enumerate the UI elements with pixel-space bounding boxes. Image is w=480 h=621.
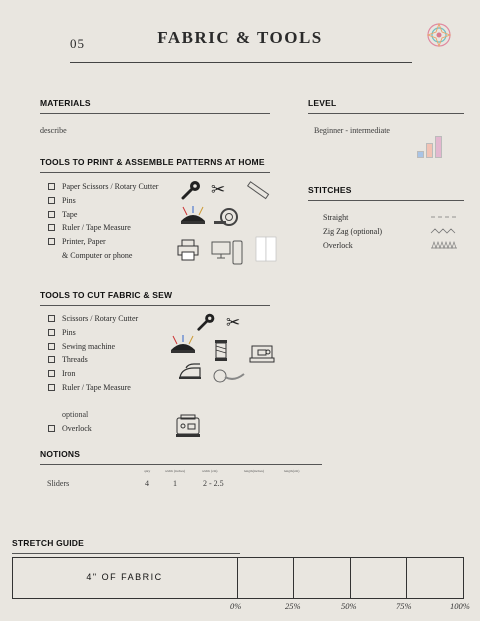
stitch-row-zigzag [323, 224, 458, 238]
checklist-item[interactable] [48, 339, 168, 353]
tools-cut-list [48, 312, 168, 394]
thread-icon [210, 338, 232, 364]
item-label: Sewing machine [62, 341, 116, 351]
printer-icon [176, 238, 200, 262]
stretch-marker [293, 557, 294, 599]
tools-cut-divider [40, 305, 270, 306]
checklist-item[interactable] [48, 221, 178, 235]
checkbox[interactable] [48, 384, 55, 391]
page-title: FABRIC & TOOLS [157, 28, 323, 47]
materials-divider [40, 113, 270, 114]
checklist-item[interactable] [48, 380, 168, 394]
level-bar [435, 136, 442, 158]
item-label: Overlock [62, 424, 92, 434]
stitches-divider [308, 200, 464, 201]
item-label: Tape [62, 209, 78, 219]
optional-list [48, 422, 168, 436]
level-divider [308, 113, 464, 114]
optional-label: optional [62, 410, 89, 419]
notion-name: Sliders [47, 479, 70, 488]
tools-cut-heading: TOOLS TO CUT FABRIC & SEW [40, 290, 173, 300]
checklist-item[interactable] [48, 194, 178, 208]
scissors-icon: ✂ [211, 180, 226, 199]
stitches-list [323, 210, 458, 252]
checkbox[interactable] [48, 356, 55, 363]
stitches-heading: STITCHES [308, 185, 352, 195]
checklist-item[interactable] [48, 180, 178, 194]
tools-print-divider [40, 172, 270, 173]
iron-icon [176, 362, 204, 382]
stretch-guide-heading: STRETCH GUIDE [12, 538, 85, 548]
notion-width-cm: 2 - 2.5 [203, 479, 224, 488]
pincushion-icon [178, 205, 208, 227]
item-label: Printer, Paper [62, 237, 106, 247]
level-bar [417, 151, 424, 158]
checkbox[interactable] [48, 425, 55, 432]
level-heading: LEVEL [308, 98, 337, 108]
checkbox[interactable] [48, 197, 55, 204]
overlock-stitch-icon [430, 241, 458, 249]
tools-print-heading: TOOLS TO PRINT & ASSEMBLE PATTERNS AT HOME [40, 157, 265, 167]
scissors-icon: ✂ [226, 313, 241, 332]
checkbox[interactable] [48, 238, 55, 245]
checkbox[interactable] [48, 211, 55, 218]
level-bar [426, 143, 433, 158]
overlock-machine-icon [174, 414, 202, 440]
checkbox[interactable] [48, 329, 55, 336]
title-divider [70, 62, 412, 63]
ruler-icon [244, 178, 270, 202]
stretch-guide-label: 4" OF FABRIC [86, 572, 163, 582]
tape-icon [212, 206, 242, 226]
item-label: Pins [62, 328, 76, 338]
notions-col-qnty: qnty [144, 469, 151, 473]
checkbox[interactable] [48, 224, 55, 231]
item-label: Pins [62, 196, 76, 206]
checklist-item[interactable] [48, 422, 168, 436]
materials-heading: MATERIALS [40, 98, 91, 108]
straight-stitch-icon [430, 214, 458, 220]
computer-phone-icon [211, 240, 245, 266]
stitch-label: Zig Zag (optional) [323, 226, 383, 236]
materials-text: describe [40, 126, 67, 135]
stretch-marker [406, 557, 407, 599]
tools-print-list [48, 180, 178, 262]
stitch-label: Overlock [323, 240, 353, 250]
pincushion-icon [168, 334, 198, 356]
level-bars [417, 136, 445, 158]
zigzag-stitch-icon [430, 227, 458, 235]
sewing-machine-icon [248, 342, 276, 364]
paper-icon [254, 236, 278, 262]
notions-col-width-in: width (inches) [165, 469, 186, 473]
tape-measure-icon [212, 368, 246, 384]
checklist-item[interactable] [48, 235, 178, 249]
item-label: Ruler / Tape Measure [62, 382, 131, 392]
stitch-label: Straight [323, 212, 349, 222]
item-label: Threads [62, 355, 88, 365]
stretch-marker [350, 557, 351, 599]
notion-qnty: 4 [145, 479, 149, 488]
item-label: & Computer or phone [62, 250, 133, 260]
stretch-pct-100: 100% [450, 601, 470, 611]
level-text: Beginner - intermediate [314, 126, 390, 135]
stretch-pct-75: 75% [396, 601, 412, 611]
stretch-pct-25: 25% [285, 601, 301, 611]
rotary-cutter-icon [196, 312, 218, 332]
page-number: 05 [70, 36, 85, 51]
checklist-item[interactable] [48, 326, 168, 340]
notion-width-in: 1 [173, 479, 177, 488]
notions-col-length-cm: length(cm) [284, 469, 300, 473]
checkbox[interactable] [48, 183, 55, 190]
checklist-item[interactable] [48, 353, 168, 367]
item-label: Ruler / Tape Measure [62, 223, 131, 233]
notions-heading: NOTIONS [40, 449, 81, 459]
stretch-pct-0: 0% [230, 601, 242, 611]
stitch-row-straight [323, 210, 458, 224]
checkbox[interactable] [48, 370, 55, 377]
notions-col-length-in: length(inches) [244, 469, 265, 473]
item-label: Paper Scissors / Rotary Cutter [62, 182, 159, 192]
checklist-item[interactable] [48, 367, 168, 381]
checkbox[interactable] [48, 343, 55, 350]
rotary-cutter-icon [180, 180, 204, 200]
item-label: Scissors / Rotary Cutter [62, 314, 139, 324]
stretch-guide-divider [12, 553, 240, 554]
checklist-item[interactable] [48, 207, 178, 221]
checklist-item[interactable] [48, 312, 168, 326]
notions-divider [40, 464, 322, 465]
item-label: Iron [62, 369, 76, 379]
notions-col-width-cm: width (cm) [202, 469, 218, 473]
stretch-pct-50: 50% [341, 601, 357, 611]
mandala-logo-icon [426, 22, 452, 48]
stitch-row-overlock [323, 238, 458, 252]
stretch-marker [237, 557, 238, 599]
checklist-item-continued [48, 248, 178, 262]
checkbox[interactable] [48, 315, 55, 322]
